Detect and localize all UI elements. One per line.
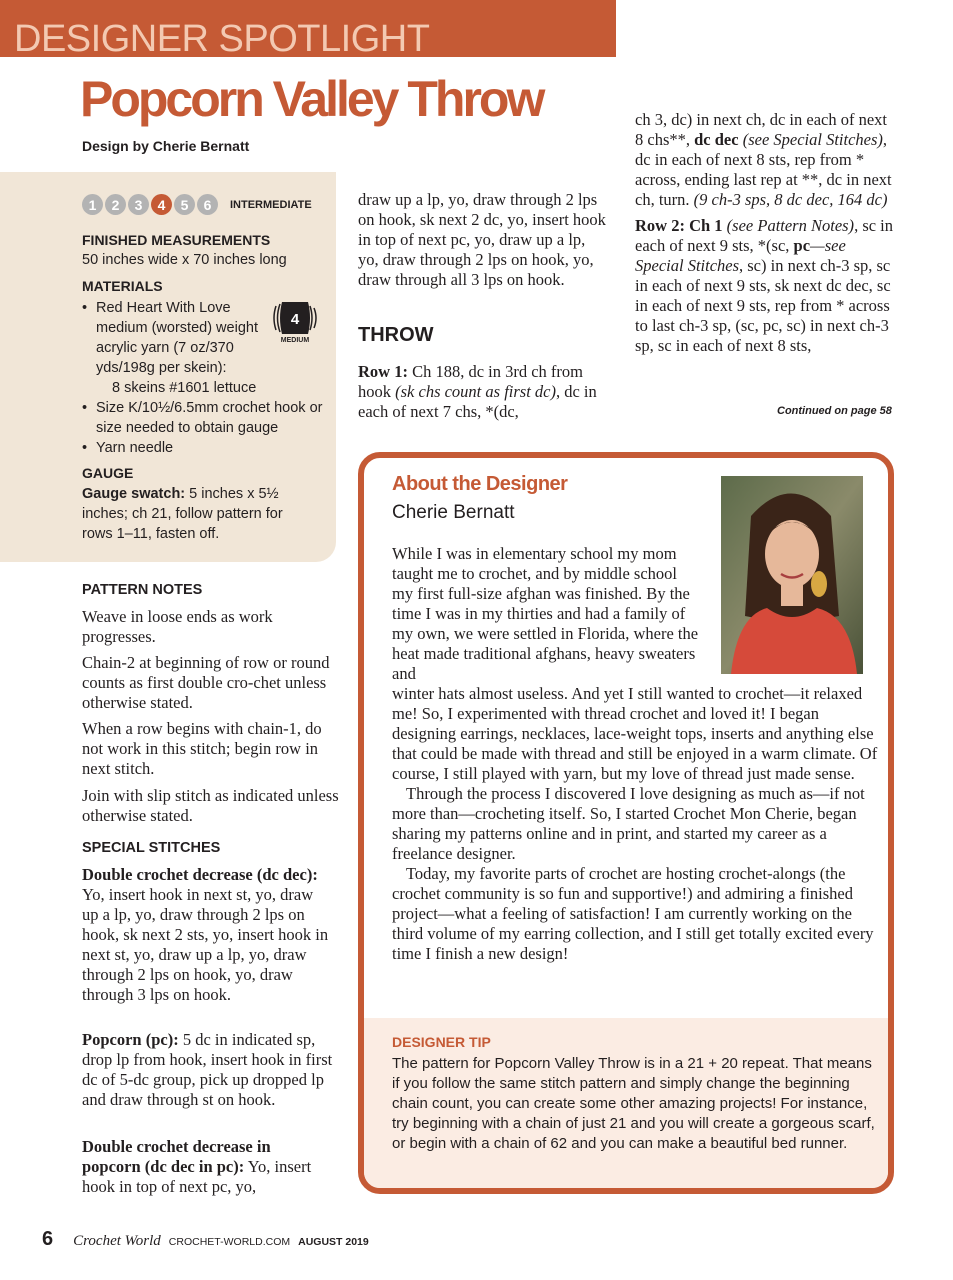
pattern-notes-heading: PATTERN NOTES — [82, 582, 203, 598]
skill-level — [82, 194, 312, 215]
skill-dot-active: 4 — [151, 194, 172, 215]
magazine-url: CROCHET-WORLD.COM — [168, 1236, 291, 1248]
about-paragraph: Through the process I discovered I love designing as much as—if not more than—crocheting itself. So, I started Crochet Mon Cherie, began sharing my patterns online and in print, and started my career as a freelance designer. — [392, 784, 865, 863]
gauge-heading: GAUGE — [82, 465, 134, 481]
materials-item: • Red Heart With Love medium (worsted) weight acrylic yarn (7 oz/370 yds/198g per skein): 8 skeins #1601 lettuce — [82, 298, 332, 398]
about-paragraph: Today, my favorite parts of crochet are hosting crochet-alongs (the crochet community is so fun and supportive!) and admiring a finished project—what a feeling of satisfaction! I am currently working on the third volume of my earring collection, and I still get totally excited every time I finish a new design! — [392, 864, 874, 963]
skill-dot: 3 — [128, 194, 149, 215]
skill-dot: 5 — [174, 194, 195, 215]
row-one-continued: ch 3, dc) in next ch, dc in each of next 8 chs**, dc dec (see Special Stitches), dc in each of next 8 sts, rep from * across, ending last rep at **, dc in next ch, turn. (9 ch-3 sps, 8 dc dec, 164 dc) — [635, 110, 892, 209]
byline: Design by Cherie Bernatt — [82, 138, 250, 154]
materials-item: • Size K/10½/6.5mm crochet hook or size needed to obtain gauge — [82, 398, 332, 438]
special-stitch: Double crochet decrease in popcorn (dc dec in pc): Yo, insert hook in top of next pc, yo, — [82, 1137, 312, 1196]
row-one-instructions: Row 1: Ch 188, dc in 3rd ch from hook (sk chs count as first dc), dc in each of next 7 chs, *(dc, — [358, 362, 597, 421]
yarn-weight-number: 4 — [290, 311, 300, 328]
designer-name: Cherie Bernatt — [392, 502, 515, 523]
materials-heading: MATERIALS — [82, 278, 163, 294]
row-two-instructions: Row 2: Ch 1 (see Pattern Notes), sc in each of next 9 sts, *(sc, pc—see Special Stitches, sc) in next ch-3 sp, sc in each of next 9 sts, sk next dc dec, sc in each of next 9 sts, rep from * across to last ch-3 sp, (sc, pc, sc) in next ch-3 sp, sc in each of next 8 sts, — [635, 216, 894, 355]
about-designer-text — [392, 544, 878, 964]
about-paragraph: winter hats almost useless. And yet I still wanted to crochet—it relaxed me! So, I experimented with thread crochet and loved it! I began designing earrings, necklaces, lace-weight tops, inserts and anything else that could be made with thread and still be enjoyed in a warm climate. Of course, I still played with yarn, but my love of thread just made sense. — [392, 684, 878, 783]
yarn-weight-icon — [272, 298, 318, 344]
about-designer-heading: About the Designer — [392, 473, 568, 495]
continued-link: Continued on page 58 — [777, 405, 892, 417]
page-footer — [42, 1228, 369, 1251]
finished-measurements-text: 50 inches wide x 70 inches long — [82, 252, 287, 268]
special-stitch: Popcorn (pc): 5 dc in indicated sp, drop lp from hook, insert hook in first dc of 5-dc group, pick up dropped lp and draw through st on hook. — [82, 1030, 333, 1109]
skill-dot: 2 — [105, 194, 126, 215]
banner-text: DESIGNER SPOTLIGHT — [14, 18, 430, 60]
skill-dot: 6 — [197, 194, 218, 215]
pattern-note: When a row begins with chain-1, do not work in this stitch; begin row in next stitch. — [82, 719, 322, 778]
gauge-text: Gauge swatch: 5 inches x 5½ inches; ch 21, follow pattern for rows 1–11, fasten off. — [82, 486, 283, 542]
pattern-note: Weave in loose ends as work progresses. — [82, 607, 273, 646]
designer-tip-heading: DESIGNER TIP — [392, 1034, 491, 1050]
about-designer-box — [358, 452, 894, 1194]
pattern-note: Chain-2 at beginning of row or round counts as first double cro-chet unless otherwise stated. — [82, 653, 330, 712]
page-title: Popcorn Valley Throw — [80, 71, 543, 127]
designer-tip-text: The pattern for Popcorn Valley Throw is in a 21 + 20 repeat. That means if you follow the same stitch pattern and simply change the beginning chain count, you can create some other amazing projects! For instance, try beginning with a chain of just 21 and you will create a gorgeous scarf, or begin with a chain of 62 and you can make a beautiful bed runner. — [392, 1055, 875, 1152]
issue-date: AUGUST 2019 — [298, 1236, 369, 1248]
column-three-text — [635, 110, 897, 356]
section-banner — [0, 0, 616, 60]
materials-subitem: 8 skeins #1601 lettuce — [112, 380, 257, 396]
materials-item: • Yarn needle — [82, 438, 332, 458]
magazine-name: Crochet World — [73, 1233, 161, 1249]
skill-label: INTERMEDIATE — [230, 198, 312, 211]
yarn-weight-label: MEDIUM — [280, 337, 310, 344]
finished-measurements-heading: FINISHED MEASUREMENTS — [82, 232, 271, 248]
column-two-text: draw up a lp, yo, draw through 2 lps on hook, sk next 2 dc, yo, insert hook in top of next pc, yo, draw up a lp, yo, draw through 2 lps on hook, yo, draw through all 3 lps on hook. — [358, 190, 606, 289]
pattern-note: Join with slip stitch as indicated unless otherwise stated. — [82, 786, 339, 825]
page-number: 6 — [42, 1228, 54, 1250]
about-paragraph: While I was in elementary school my mom taught me to crochet, and by middle school my first full-size afghan was finished. By the time I was in my thirties and had a family of my own, we were settled in Florida, where the heat made traditional afghans, heavy sweaters and — [392, 544, 699, 683]
throw-heading: THROW — [358, 324, 434, 346]
skill-dot: 1 — [82, 194, 103, 215]
special-stitch: Double crochet decrease (dc dec): Yo, insert hook in next st, yo, draw up a lp, yo, draw through 2 lps on hook, sk next 2 sts, yo, insert hook in next st, yo, draw up a lp, yo, draw through 2 lps on hook, yo, draw through 3 lps on hook. — [82, 865, 329, 1004]
special-stitches-heading: SPECIAL STITCHES — [82, 840, 221, 856]
